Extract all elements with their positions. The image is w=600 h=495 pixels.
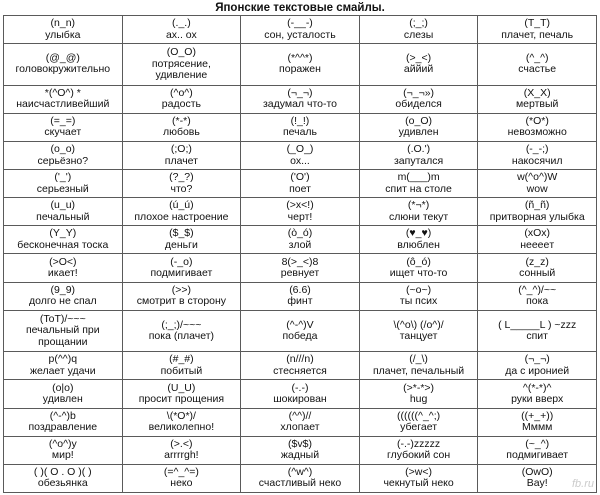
emoticon-cell <box>4 44 123 86</box>
emoticon-cell <box>478 436 597 464</box>
emoticon-meaning: головокружительно <box>15 63 111 76</box>
emoticon-cell <box>478 380 597 408</box>
emoticon-meaning: деньги <box>164 238 198 251</box>
table-row <box>4 282 597 310</box>
emoticon-meaning: финт <box>287 295 313 308</box>
emoticon-meaning: спит <box>526 330 548 343</box>
emoticon-meaning: злой <box>288 238 312 251</box>
emoticon-meaning: неко <box>170 477 193 490</box>
emoticon-symbol: (-.-)zzzzz <box>397 437 441 450</box>
emoticon-meaning: ревнует <box>280 267 320 280</box>
emoticon-meaning: ищет что-то <box>389 267 448 280</box>
emoticon-meaning: руки вверх <box>511 393 564 405</box>
table-row <box>4 85 597 113</box>
emoticon-cell <box>478 141 597 169</box>
emoticon-cell <box>478 113 597 141</box>
emoticon-cell <box>478 226 597 254</box>
emoticon-symbol: (u_u) <box>50 199 76 212</box>
table-row <box>4 226 597 254</box>
emoticon-cell <box>241 282 360 310</box>
emoticon-meaning: ты псих <box>399 295 438 308</box>
emoticon-symbol: (n///n) <box>286 353 314 366</box>
emoticon-meaning: серьёзно? <box>37 154 89 167</box>
emoticon-meaning: счастливый неко <box>258 477 342 490</box>
emoticon-cell <box>4 310 123 352</box>
emoticon-symbol: (6.6) <box>289 283 311 296</box>
emoticon-meaning: улыбка <box>45 28 81 41</box>
emoticon-cell <box>359 85 478 113</box>
emoticon-cell <box>359 310 478 352</box>
emoticon-meaning: удивлен <box>42 393 83 405</box>
emoticon-meaning: печальный <box>36 210 90 223</box>
emoticon-meaning: хлопает <box>280 421 320 434</box>
emoticon-cell <box>241 113 360 141</box>
emoticon-symbol: (n_n) <box>50 17 76 30</box>
emoticon-cell <box>122 464 241 492</box>
emoticon-symbol: (^-^)b <box>49 409 76 422</box>
emoticon-cell <box>4 85 123 113</box>
emoticon-symbol: (OwO) <box>521 465 553 478</box>
emoticon-symbol: (-_o) <box>170 255 193 268</box>
emoticon-cell <box>122 310 241 352</box>
table-row <box>4 170 597 198</box>
emoticon-symbol: (ú_ú) <box>169 199 194 212</box>
emoticon-symbol: (=^_^=) <box>163 465 199 478</box>
emoticon-symbol: (ò_ó) <box>287 227 313 240</box>
table-row <box>4 408 597 436</box>
emoticon-symbol: ('O') <box>290 171 310 184</box>
emoticon-cell <box>478 44 597 86</box>
emoticon-symbol: (~_^) <box>525 437 550 450</box>
emoticon-symbol: (;_;) <box>409 17 428 30</box>
emoticon-cell <box>241 85 360 113</box>
emoticon-cell <box>478 282 597 310</box>
table-row <box>4 113 597 141</box>
emoticon-meaning: сон, усталость <box>264 28 336 41</box>
emoticon-symbol: (-_-;) <box>525 143 549 156</box>
table-row <box>4 380 597 408</box>
emoticon-table <box>3 15 597 493</box>
emoticon-cell <box>241 198 360 226</box>
emoticon-symbol: (ô_ó) <box>406 255 431 268</box>
emoticon-symbol: ( L_____L ) ~zzz <box>498 318 577 331</box>
emoticon-symbol: (¬_¬») <box>403 86 435 99</box>
emoticon-meaning: скучает <box>44 126 82 139</box>
emoticon-symbol: (^o^)y <box>48 437 77 450</box>
emoticon-symbol: (@_@) <box>45 51 80 64</box>
emoticon-meaning: поет <box>289 182 311 195</box>
emoticon-meaning: плачет, печальный <box>372 364 465 377</box>
emoticon-meaning: невозможно <box>507 126 567 139</box>
emoticon-meaning: счастье <box>518 63 557 76</box>
emoticon-meaning: спит на столе <box>385 182 452 195</box>
emoticon-meaning: плачет <box>164 154 198 167</box>
emoticon-symbol: (T_T) <box>524 17 551 30</box>
table-row <box>4 44 597 86</box>
emoticon-meaning: стесняется <box>273 364 327 377</box>
emoticon-cell <box>241 464 360 492</box>
emoticon-symbol: ((((((^_^;) <box>397 409 441 422</box>
emoticon-symbol: (!_!) <box>290 114 310 127</box>
emoticon-cell <box>4 380 123 408</box>
emoticon-meaning: что? <box>170 182 193 195</box>
emoticon-cell <box>4 464 123 492</box>
emoticon-symbol: (;O;) <box>170 143 192 156</box>
emoticon-meaning: печаль <box>282 126 318 139</box>
emoticon-cell <box>122 282 241 310</box>
emoticon-meaning: обезьянка <box>37 477 88 490</box>
emoticon-cell <box>359 408 478 436</box>
emoticon-cell <box>478 310 597 352</box>
emoticon-cell <box>478 85 597 113</box>
emoticon-cell <box>4 436 123 464</box>
emoticon-cell <box>122 198 241 226</box>
emoticon-cell <box>4 113 123 141</box>
emoticon-symbol: (?_?) <box>169 171 194 184</box>
emoticon-symbol: (^w^) <box>287 465 313 478</box>
emoticon-meaning: ах.. ох <box>165 28 197 41</box>
emoticon-symbol: (>*-*>) <box>403 381 435 394</box>
table-row <box>4 141 597 169</box>
emoticon-symbol: ^(*-*)^ <box>522 381 552 394</box>
emoticon-symbol: (>.<) <box>170 437 193 450</box>
emoticon-meaning: просит прощения <box>138 393 225 405</box>
emoticon-meaning: серьезный <box>36 182 89 195</box>
table-row <box>4 436 597 464</box>
emoticon-cell <box>359 198 478 226</box>
emoticon-cell <box>122 44 241 86</box>
emoticon-symbol: (ToT)/~~~ <box>39 312 86 325</box>
emoticon-symbol: (_O_) <box>286 143 314 156</box>
emoticon-cell <box>359 282 478 310</box>
emoticon-symbol: (^o^) <box>170 86 193 99</box>
emoticon-meaning: мертвый <box>515 98 559 111</box>
emoticon-meaning: танцует <box>399 330 438 343</box>
emoticon-symbol: ($v$) <box>288 437 312 450</box>
emoticon-cell <box>122 16 241 44</box>
emoticon-cell <box>241 380 360 408</box>
emoticon-cell <box>241 352 360 380</box>
emoticon-symbol: (^_^)/~~ <box>518 283 557 296</box>
emoticon-cell <box>241 141 360 169</box>
emoticon-meaning: радость <box>161 98 201 111</box>
emoticon-symbol: (^_^) <box>525 51 549 64</box>
emoticon-symbol: (>w<) <box>405 465 432 478</box>
emoticon-symbol: (*^^*) <box>287 51 313 64</box>
emoticon-meaning: победа <box>282 330 318 343</box>
emoticon-meaning: побитый <box>160 364 203 377</box>
emoticon-meaning: великолепно! <box>148 421 215 434</box>
table-row <box>4 16 597 44</box>
emoticon-meaning: слезы <box>403 28 434 41</box>
emoticon-meaning: долго не спал <box>28 295 97 308</box>
emoticon-cell <box>478 464 597 492</box>
emoticon-meaning: hug <box>409 393 428 405</box>
table-row <box>4 464 597 492</box>
emoticon-cell <box>241 16 360 44</box>
emoticon-cell <box>122 254 241 282</box>
emoticon-cell <box>122 170 241 198</box>
emoticon-cell <box>122 226 241 254</box>
emoticon-symbol: ((+_+)) <box>521 409 554 422</box>
emoticon-cell <box>4 282 123 310</box>
emoticon-cell <box>359 254 478 282</box>
emoticon-symbol: (~o~) <box>406 283 432 296</box>
emoticon-meaning: бесконечная тоска <box>17 238 109 251</box>
emoticon-cell <box>122 113 241 141</box>
emoticon-symbol: p(^^)q <box>48 353 78 366</box>
emoticon-cell <box>478 16 597 44</box>
emoticon-meaning: убегает <box>400 421 437 434</box>
emoticon-symbol: (-.-) <box>291 381 309 394</box>
emoticon-symbol: (X_X) <box>523 86 551 99</box>
emoticon-symbol: (o|o) <box>52 381 74 394</box>
emoticon-cell <box>359 380 478 408</box>
emoticon-symbol: \(*O*)/ <box>166 409 196 422</box>
table-row <box>4 198 597 226</box>
emoticon-meaning: плачет, печаль <box>501 28 574 41</box>
emoticon-meaning: потрясение, удивление <box>151 57 211 82</box>
emoticon-meaning: печальный при прощании <box>25 324 100 348</box>
emoticon-cell <box>359 436 478 464</box>
emoticon-symbol: 8(>_<)8 <box>281 255 319 268</box>
emoticon-cell <box>359 170 478 198</box>
emoticon-symbol: (O_O) <box>166 46 196 59</box>
emoticon-meaning: пока (плачет) <box>148 330 215 343</box>
table-row <box>4 310 597 352</box>
emoticon-symbol: \(^o\) (/o^)/ <box>393 318 444 331</box>
table-row <box>4 254 597 282</box>
emoticon-meaning: чекнутый неко <box>383 477 454 490</box>
emoticon-meaning: влюблен <box>397 238 440 251</box>
emoticon-symbol: (♥_♥) <box>405 227 432 240</box>
emoticon-meaning: ох... <box>290 154 310 167</box>
emoticon-cell <box>4 254 123 282</box>
emoticon-symbol: (;_;)/~~~ <box>161 318 202 331</box>
emoticon-symbol: (>>) <box>171 283 192 296</box>
emoticon-meaning: наисчастливейший <box>16 98 110 111</box>
emoticon-symbol: ( )( O . O )( ) <box>33 465 92 478</box>
emoticon-cell <box>122 408 241 436</box>
emoticon-cell <box>241 254 360 282</box>
emoticon-meaning: плохое настроение <box>134 210 229 223</box>
emoticon-cell <box>478 254 597 282</box>
emoticon-cell <box>359 44 478 86</box>
emoticon-symbol: (^-^)V <box>286 318 314 331</box>
emoticon-symbol: (*¬*) <box>407 199 430 212</box>
emoticon-cell <box>241 170 360 198</box>
emoticon-symbol: (=_=) <box>50 114 76 127</box>
emoticon-symbol: (Y_Y) <box>49 227 77 240</box>
emoticon-meaning: Вау! <box>526 477 548 490</box>
emoticon-symbol: (._.) <box>172 17 191 30</box>
emoticon-meaning: шокирован <box>273 393 327 405</box>
emoticon-symbol: (>x<!) <box>286 199 314 212</box>
emoticon-symbol: (z_z) <box>525 255 549 268</box>
emoticon-cell <box>359 352 478 380</box>
emoticon-symbol: (^^)// <box>288 409 312 422</box>
emoticon-cell <box>4 141 123 169</box>
emoticon-meaning: притворная улыбка <box>489 210 585 223</box>
watermark: fb.ru <box>571 478 594 490</box>
emoticon-symbol: (*O*) <box>525 114 549 127</box>
emoticon-cell <box>241 226 360 254</box>
emoticon-meaning: жадный <box>280 449 320 462</box>
emoticon-symbol: (o_O) <box>405 114 432 127</box>
emoticon-meaning: желает удачи <box>29 364 96 377</box>
emoticon-cell <box>478 198 597 226</box>
emoticon-cell <box>4 408 123 436</box>
emoticon-cell <box>4 16 123 44</box>
emoticon-symbol: (U_U) <box>167 381 196 394</box>
emoticon-meaning: икает! <box>47 267 78 280</box>
emoticon-cell <box>478 170 597 198</box>
emoticon-meaning: слюни текут <box>389 210 449 223</box>
table-row <box>4 352 597 380</box>
emoticon-cell <box>122 436 241 464</box>
emoticon-meaning: глубокий сон <box>386 449 451 462</box>
emoticon-meaning: обиделся <box>395 98 442 111</box>
emoticon-cell <box>4 226 123 254</box>
emoticon-meaning: черт! <box>287 210 313 223</box>
emoticon-meaning: пока <box>526 295 549 308</box>
emoticon-symbol: m(___)m <box>397 171 440 184</box>
emoticon-meaning: да с иронией <box>505 364 570 377</box>
emoticon-cell <box>359 16 478 44</box>
emoticon-cell <box>359 226 478 254</box>
emoticon-symbol: *(^O^) * <box>44 86 81 99</box>
emoticon-cell <box>4 198 123 226</box>
emoticon-symbol: (>O<) <box>49 255 77 268</box>
emoticon-symbol: (o_o) <box>50 143 76 156</box>
emoticon-meaning: любовь <box>162 126 200 139</box>
emoticon-meaning: накосячил <box>511 154 563 167</box>
emoticon-cell <box>4 352 123 380</box>
emoticon-symbol: (.O.') <box>407 143 431 156</box>
emoticon-meaning: arrrrgh! <box>164 449 199 462</box>
emoticon-symbol: (*-*) <box>172 114 191 127</box>
emoticon-meaning: нееeeт <box>520 238 555 251</box>
emoticon-symbol: (¬_¬) <box>287 86 313 99</box>
emoticon-meaning: сонный <box>519 267 556 280</box>
emoticon-meaning: Мммм <box>521 421 553 434</box>
emoticon-meaning: поражен <box>279 63 321 76</box>
emoticon-cell <box>241 408 360 436</box>
emoticon-cell <box>122 380 241 408</box>
emoticon-meaning: мир! <box>51 449 74 462</box>
emoticon-symbol: w(^o^)W <box>517 171 558 184</box>
emoticon-meaning: удивлен <box>398 126 439 139</box>
emoticon-cell <box>478 352 597 380</box>
emoticon-cell <box>359 113 478 141</box>
emoticon-meaning: wow <box>526 182 548 195</box>
emoticon-symbol: (xOx) <box>524 227 551 240</box>
emoticon-meaning: запутался <box>393 154 444 167</box>
page-title: Японские текстовые смайлы. <box>215 2 385 14</box>
emoticon-symbol: (-__-) <box>287 17 313 30</box>
emoticon-cell <box>4 170 123 198</box>
emoticon-cell <box>241 44 360 86</box>
emoticon-cell <box>122 141 241 169</box>
emoticon-symbol: (¬_¬) <box>524 353 550 366</box>
emoticon-symbol: (ñ_ñ) <box>524 199 550 212</box>
emoticon-symbol: (#_#) <box>169 353 194 366</box>
emoticon-cell <box>359 464 478 492</box>
emoticon-symbol: (/_\) <box>409 353 428 366</box>
emoticon-symbol: ('_') <box>54 171 72 184</box>
emoticon-meaning: смотрит в сторону <box>136 295 227 308</box>
emoticon-symbol: ($_$) <box>169 227 194 240</box>
emoticon-cell <box>478 408 597 436</box>
emoticon-meaning: задумал что-то <box>262 98 337 111</box>
emoticon-meaning: аййий <box>403 63 434 76</box>
emoticon-cell <box>241 310 360 352</box>
emoticon-cell <box>359 141 478 169</box>
emoticon-symbol: (>_<) <box>406 51 432 64</box>
emoticon-meaning: подмигивает <box>506 449 569 462</box>
emoticon-meaning: поздравление <box>28 421 98 434</box>
emoticon-cell <box>122 85 241 113</box>
emoticon-symbol: (9_9) <box>50 283 76 296</box>
emoticon-cell <box>241 436 360 464</box>
emoticon-cell <box>122 352 241 380</box>
emoticon-meaning: подмигивает <box>150 267 213 280</box>
